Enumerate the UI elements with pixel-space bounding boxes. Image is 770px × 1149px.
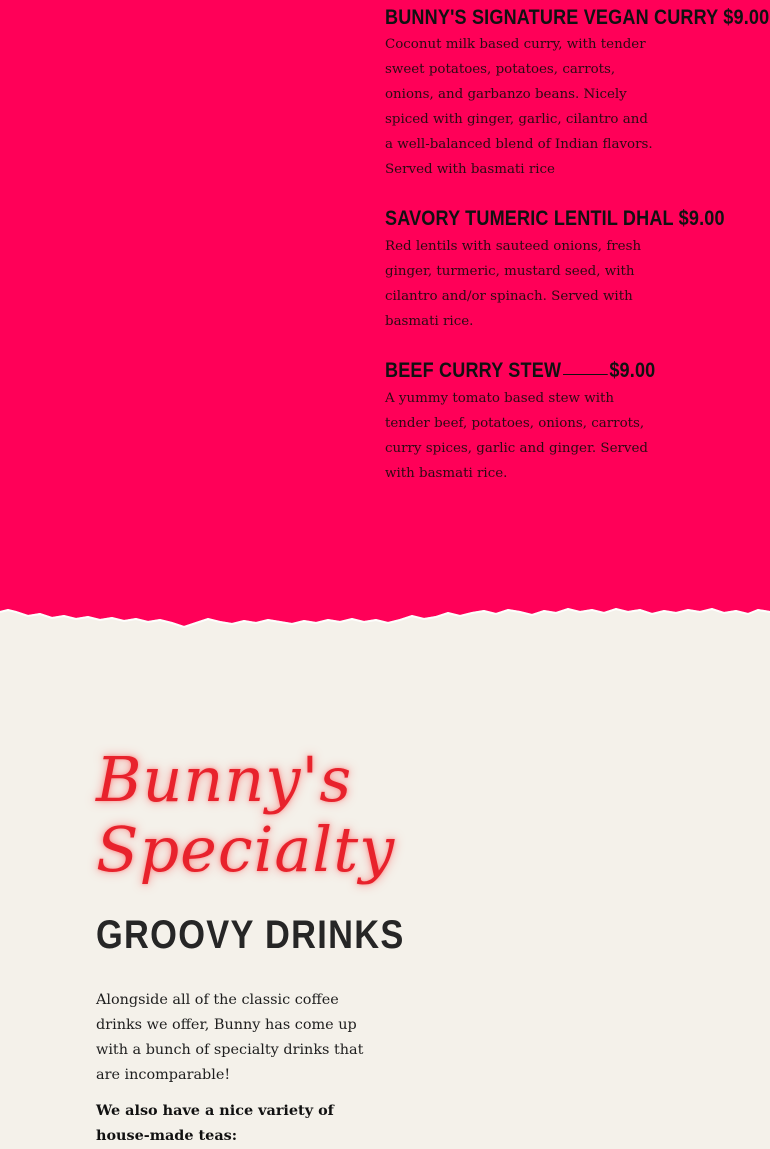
specialty-script-heading: [96, 745, 396, 885]
menu-item: [385, 356, 699, 481]
menu-item-heading: [385, 3, 769, 33]
menu-item: [385, 204, 770, 329]
script-line-1: Bunny's: [96, 743, 353, 816]
section-title: GROOVY DRINKS: [96, 913, 405, 957]
price-leader-line: [563, 374, 608, 375]
menu-item-description: Red lentils with sauteed onions, fresh ginger, turmeric, mustard seed, with cilantro and/or spinach. Served with basmati rice.: [385, 239, 642, 329]
menu-item-heading: [385, 204, 725, 234]
menu-item-description: Coconut milk based curry, with tender sweet potatoes, potatoes, carrots, onions, and garbanzo beans. Nicely spiced with ginger, garlic, cilantro and a well-balanced blend of Indian flavors. Served with basmati rice: [385, 37, 653, 177]
menu-item-price: $9.00: [723, 6, 770, 29]
menu-item-name: BUNNY'S SIGNATURE VEGAN CURRY: [385, 6, 719, 29]
menu-item-description: A yummy tomato based stew with tender beef, potatoes, onions, carrots, curry spices, garlic and ginger. Served with basmati rice.: [385, 391, 648, 481]
menu-item: [385, 3, 770, 177]
menu-item-price: $9.00: [678, 207, 725, 230]
script-line-2: Specialty: [96, 813, 396, 886]
menu-item-name: BEEF CURRY STEW: [385, 359, 562, 382]
menu-item-name: SAVORY TUMERIC LENTIL DHAL: [385, 207, 674, 230]
menu-item-price: $9.00: [609, 359, 656, 382]
menu-item-heading: [385, 356, 655, 386]
intro-paragraph: Alongside all of the classic coffee drinks we offer, Bunny has come up with a bunch of specialty drinks that are incomparable!: [96, 992, 364, 1083]
teas-note: We also have a nice variety of house-made teas:: [96, 1102, 334, 1144]
